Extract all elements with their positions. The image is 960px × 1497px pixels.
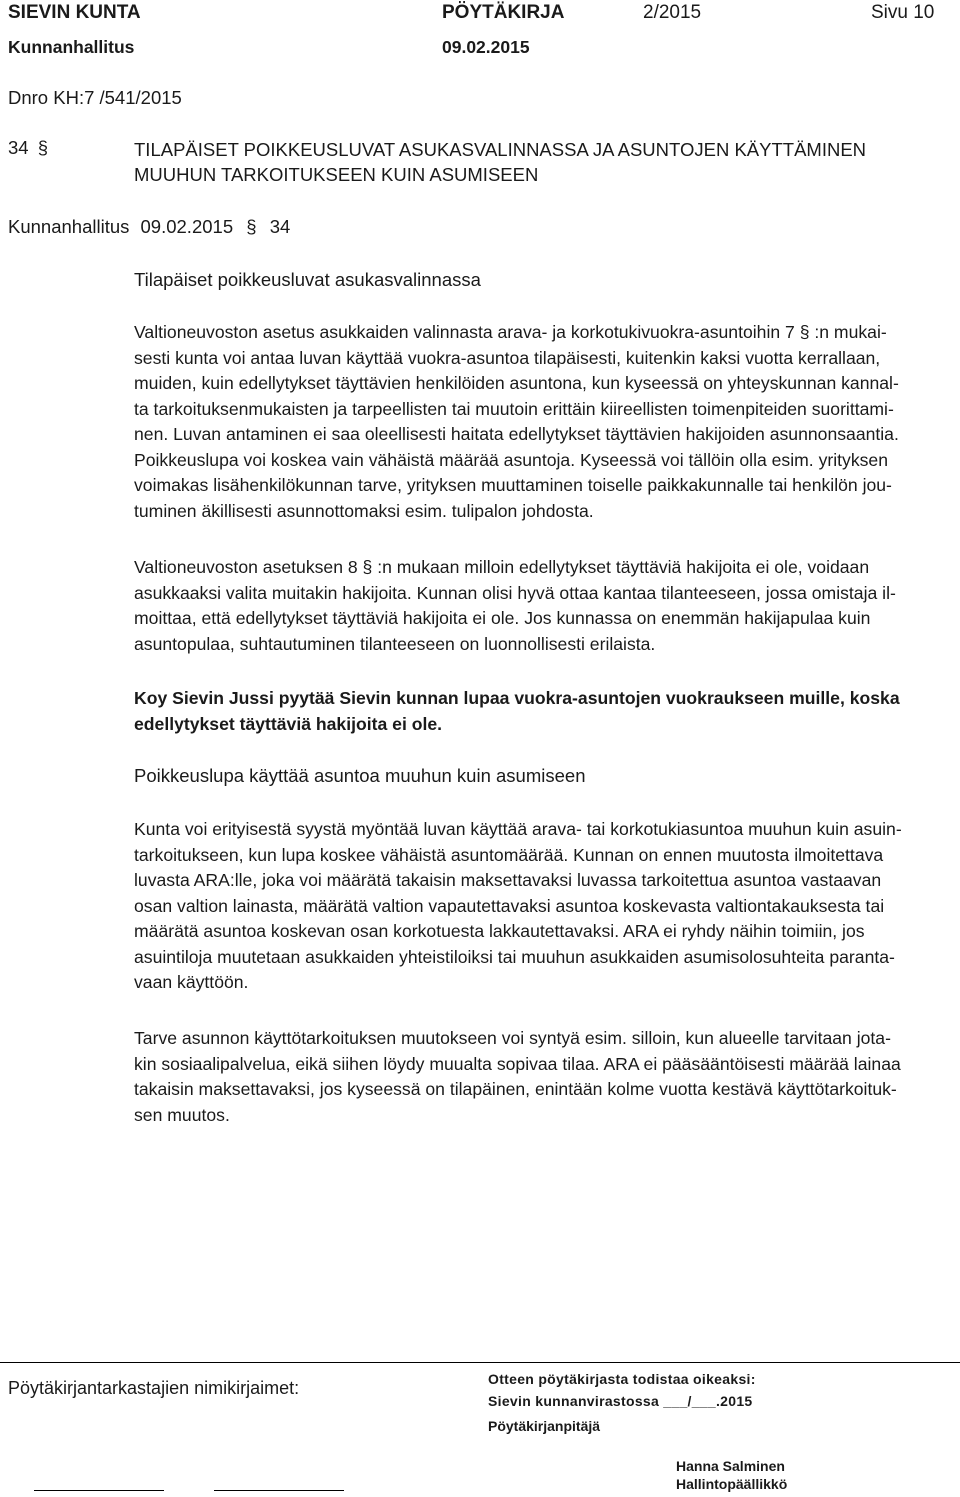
text-line: asukkaaksi valita muitakin hakijoita. Kunnan olisi hyvä ottaa kantaa tilanteeseen, jossa omistaja il- [134,582,896,603]
org-name: SIEVIN KUNTA [8,2,141,23]
text-line: Valtioneuvoston asetuksen 8 § :n mukaan milloin edellytykset täyttäviä hakijoita ei ole, voidaan [134,557,870,577]
text-line: ta tarkoituksenmukaisten ja tarpeellisten tai muutoin erittäin kiireellisten toimenpiteiden suorittami- [134,398,894,419]
paragraph-request [134,686,946,737]
text-line: tuminen äkillisesti asunnottomaksi esim. tulipalon johdosta. [134,500,594,521]
section-title-line: TILAPÄISET POIKKEUSLUVAT ASUKASVALINNASSA JA ASUNTOJEN KÄYTTÄMINEN [134,139,867,160]
text-line: Kunta voi erityisestä syystä myöntää luvan käyttää arava- tai korkotukiasuntoa muuhun kuin asuin- [134,819,902,839]
place-date-line: Sievin kunnanvirastossa ___/___.2015 [488,1393,753,1409]
text-line: moittaa, että edellytykset täyttäviä hakijoita ei ole. Jos kunnassa on enemmän hakijapulaa kuin [134,608,871,628]
paragraph-use-change-need [134,1026,946,1128]
reference-date: 09.02.2015 [140,216,234,237]
paragraph-no-eligible-applicants [134,555,946,657]
section-reference [8,216,290,238]
initials-line-2 [214,1490,344,1491]
subheading-temporary-permits: Tilapäiset poikkeusluvat asukasvalinnassa [134,269,481,290]
meeting-date: 09.02.2015 [442,37,530,57]
text-line: Tarve asunnon käyttötarkoituksen muutokseen voi syntyä esim. silloin, kun alueelle tarvitaan jota- [134,1028,891,1048]
text-line: Valtioneuvoston asetus asukkaiden valinnasta arava- ja korkotukivuokra-asuntoihin 7 § :n mukai- [134,322,887,342]
section-title-line: MUUHUN TARKOITUKSEEN KUIN ASUMISEEN [134,164,539,185]
text-line: takaisin maksettavaksi, jos kyseessä on tilapäinen, enintään kolme vuotta kestävä käyttötarkoituk- [134,1079,897,1099]
text-line: asuintiloja muutetaan asukkaiden yhteistiloiksi tai muuhun asukkaiden asumisolosuhteita paranta- [134,946,895,967]
board-name: Kunnanhallitus [8,37,135,57]
checkers-initials-label: Pöytäkirjantarkastajien nimikirjaimet: [8,1378,300,1398]
initials-line-1 [34,1490,164,1491]
certified-copy-label: Otteen pöytäkirjasta todistaa oikeaksi: [488,1371,756,1387]
section-sign: § [37,137,49,158]
signer-name: Hanna Salminen [676,1458,785,1474]
section-number-value: 34 [8,137,29,158]
text-line: tarkoitukseen, kun lupa koskee vähäistä asuntomäärää. Kunnan on ennen muutosta ilmoitettava [134,844,884,865]
footer-divider [0,1362,960,1363]
text-line: sesti kunta voi antaa luvan käyttää vuokra-asuntoa tilapäisesti, kuitenkin kaksi vuotta kerrallaan, [134,347,881,368]
text-line: kin sosiaalipalvelua, eikä siihen löydy muualta sopivaa tilaa. ARA ei pääsääntöisesti määrää lainaa [134,1053,901,1074]
subheading-other-use-permit: Poikkeuslupa käyttää asuntoa muuhun kuin asumiseen [134,765,586,786]
paragraph-temporary-permits [134,320,946,524]
text-line: Koy Sievin Jussi pyytää Sievin kunnan lupaa vuokra-asuntojen vuokraukseen muille, koska [134,688,900,708]
text-line: Poikkeuslupa voi koskea vain vähäistä määrää asuntoja. Kyseessä voi tällöin olla esim. yrityksen [134,449,888,470]
text-line: sen muutos. [134,1104,230,1125]
text-line: voimakas lisähenkilökunnan tarve, yrityksen muuttaminen toiselle paikkakunnalle tai henkilön jou- [134,475,892,495]
document-type: PÖYTÄKIRJA [442,2,565,23]
reference-section-sign: § [246,216,257,237]
section-title [134,137,866,187]
text-line: asuntopulaa, suhtautuminen tilanteeseen on luonnollisesti erilaista. [134,633,656,654]
text-line: luvasta ARA:lle, joka voi määrätä takaisin maksettavaksi luvassa tarkoitettua asuntoa vastaavan [134,870,882,890]
text-line: muiden, kuin edellytykset täyttävien henkilöiden asuntona, kun kyseessä on yhteyskunnan kannal- [134,373,899,393]
document-number: 2/2015 [643,2,702,23]
paragraph-other-use [134,817,946,996]
reference-board: Kunnanhallitus [8,216,130,237]
signer-title: Hallintopäällikkö [676,1476,788,1492]
record-number: Dnro KH:7 /541/2015 [8,87,182,108]
page-number: Sivu 10 [871,2,935,23]
text-line: edellytykset täyttäviä hakijoita ei ole. [134,713,443,734]
text-line: osan valtion lainasta, määrätä valtion vapautettavaksi asuntoa koskevasta valtiontakauksesta tai [134,895,885,916]
text-line: nen. Luvan antaminen ei saa oleellisesti haitata edellytykset täyttävien hakijoiden asunnonsaantia. [134,424,899,444]
minutes-keeper-title: Pöytäkirjanpitäjä [488,1418,601,1434]
reference-section-number: 34 [269,216,291,237]
text-line: vaan käyttöön. [134,972,249,992]
text-line: määrätä asuntoa koskevan osan korkotuesta lakkautettavaksi. ARA ei ryhdy näihin toimiin, jos [134,921,865,941]
section-number [8,137,48,159]
